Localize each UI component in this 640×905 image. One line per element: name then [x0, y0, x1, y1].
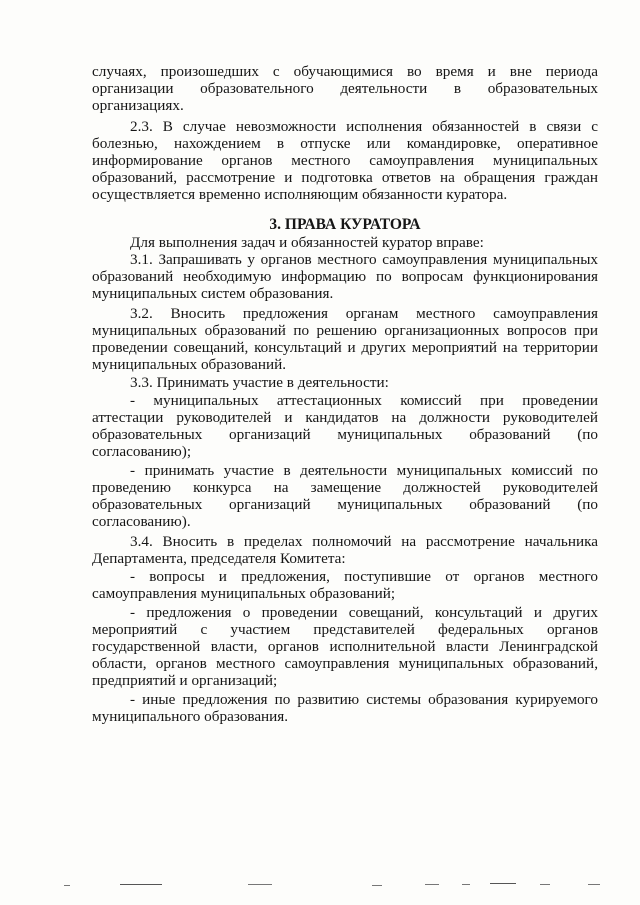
text-line: согласованию).	[92, 513, 191, 530]
text-line: образований необходимую информацию по вопросам функционирования	[92, 268, 598, 285]
text-line: организациях.	[92, 97, 184, 114]
paragraph-3-2: 3.2. Вносить предложения органам местного самоуправления	[130, 305, 598, 322]
list-item: - вопросы и предложения, поступившие от органов местного	[130, 568, 598, 585]
text-line: случаях, произошедших с обучающимися во время и вне периода	[92, 63, 598, 80]
list-item: - иные предложения по развитию системы образования курируемого	[130, 691, 598, 708]
paragraph-3-1: 3.1. Запрашивать у органов местного самоуправления муниципальных	[130, 251, 598, 268]
text-line: проведению конкурса на замещение должностей руководителей	[92, 479, 598, 496]
paragraph-3-3: 3.3. Принимать участие в деятельности:	[130, 374, 389, 391]
text-line: мероприятий с участием представителей федеральных органов	[92, 621, 598, 638]
text-line: информирование органов местного самоуправления муниципальных	[92, 152, 598, 169]
text-line: муниципальных систем образования.	[92, 285, 334, 302]
text-line: образований, рассмотрение и подготовка ответов на обращения граждан	[92, 169, 598, 186]
list-item: - предложения о проведении совещаний, консультаций и других	[130, 604, 598, 621]
text-line: болезнью, нахождением в отпуске или командировке, оперативное	[92, 135, 598, 152]
text-line: согласованию);	[92, 443, 192, 460]
text-line: муниципальных образований.	[92, 356, 286, 373]
section-heading: 3. ПРАВА КУРАТОРА	[269, 216, 421, 233]
text-line: муниципальных образований по решению организационных вопросов при	[92, 322, 598, 339]
text-line: государственной власти, органов исполнительной власти Ленинградской	[92, 638, 598, 655]
text-line: осуществляется временно исполняющим обязанности куратора.	[92, 186, 508, 203]
paragraph-3-4: 3.4. Вносить в пределах полномочий на рассмотрение начальника	[130, 533, 598, 550]
text-line: образовательных организаций муниципальных образований (по	[92, 426, 598, 443]
text-line: предприятий и организаций;	[92, 672, 278, 689]
text-line: самоуправления муниципальных образований;	[92, 585, 396, 602]
text-line: муниципального образования.	[92, 708, 289, 725]
text-line: Департамента, председателя Комитета:	[92, 550, 346, 567]
text-line: проведении совещаний, консультаций и других мероприятий на территории	[92, 339, 598, 356]
section-intro: Для выполнения задач и обязанностей куратор вправе:	[130, 234, 484, 251]
text-line: области, органов местного самоуправления муниципальных образований,	[92, 655, 598, 672]
list-item: - принимать участие в деятельности муниципальных комиссий по	[130, 462, 598, 479]
list-item: - муниципальных аттестационных комиссий при проведении	[130, 392, 598, 409]
text-line: организации образовательного деятельности в образовательных	[92, 80, 598, 97]
paragraph-2-3: 2.3. В случае невозможности исполнения обязанностей в связи с	[130, 118, 598, 135]
text-line: аттестации руководителей и кандидатов на должности руководителей	[92, 409, 598, 426]
text-line: образовательных организаций муниципальных образований (по	[92, 496, 598, 513]
